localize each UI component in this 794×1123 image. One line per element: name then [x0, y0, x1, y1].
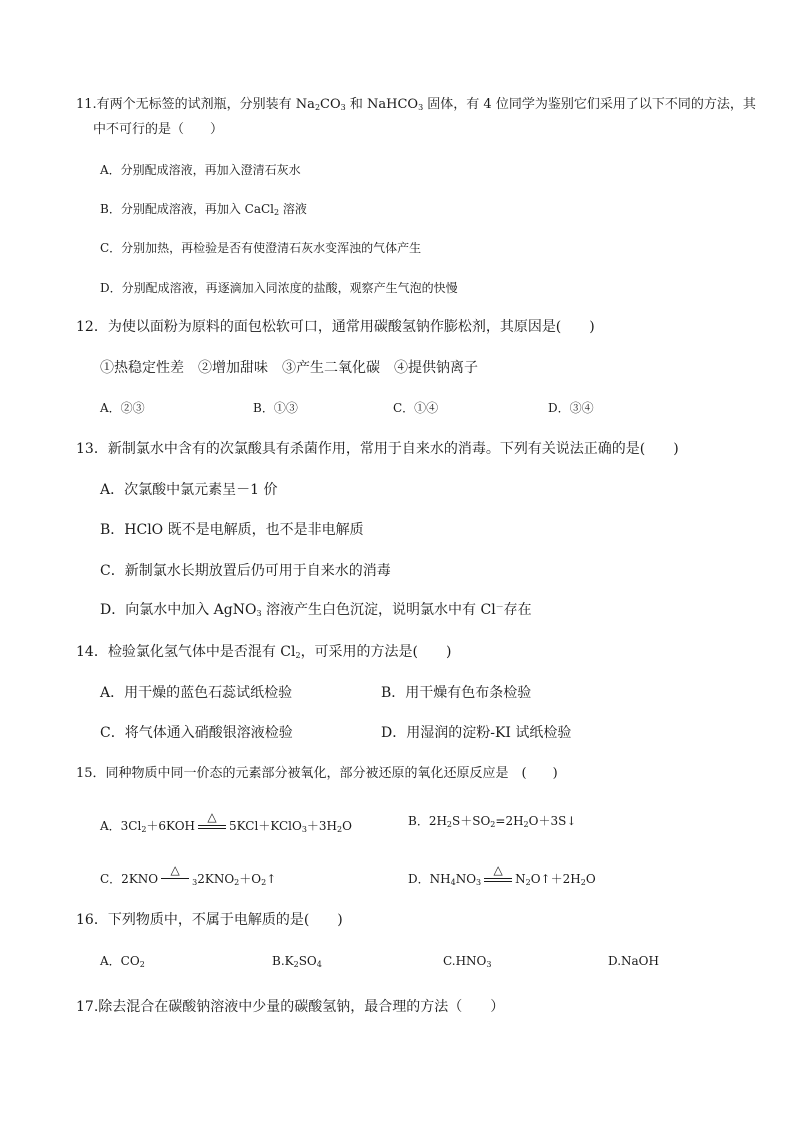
q12-option-b: B．①③ — [253, 401, 298, 415]
q14-option-c: C．将气体通入硝酸银溶液检验 — [100, 725, 293, 741]
q11-stem-line2: 中不可行的是（ ） — [93, 122, 224, 137]
q12-option-a: A．②③ — [100, 401, 145, 415]
q12-option-d: D．③④ — [548, 401, 594, 415]
heat-condition-sign: △ — [198, 815, 226, 833]
q11-stem-line1: 11.有两个无标签的试剂瓶，分别装有 $Na_2CO_3$ 和 NaHCO$_3$ 固体，有 4 位同学为鉴别它们采用了以下不同的方法，其 — [76, 97, 756, 112]
q13-option-d: D．向氯水中加入 AgNO$_3$ 溶液产生白色沉淀，说明氯水中有 Cl－存在 — [100, 602, 532, 618]
q12-items: ①热稳定性差 ②增加甜味 ③产生二氧化碳 ④提供钠离子 — [100, 360, 478, 376]
q13-option-c: C．新制氯水长期放置后仍可用于自来水的消毒 — [100, 563, 391, 579]
q14-stem: 14．检验氯化氢气体中是否混有 $Cl_2$，可采用的方法是( ) — [76, 644, 452, 660]
q16-stem: 16．下列物质中，不属于电解质的是( ) — [76, 912, 343, 928]
q13-stem: 13．新制氯水中含有的次氯酸具有杀菌作用，常用于自来水的消毒。下列有关说法正确的是( ) — [76, 441, 679, 457]
q14-option-a: A．用干燥的蓝色石蕊试纸检验 — [100, 685, 293, 701]
q15-option-c: C．2KNO △ $_32KNO_2+O_2↑$ — [100, 863, 277, 887]
heat-condition-sign: △ — [484, 868, 512, 886]
q16-option-c: $C.HNO_3$ — [443, 954, 492, 969]
q16-option-b: $B.K_2SO_4$ — [272, 954, 322, 969]
q14-option-d: D．用湿润的淀粉-KI 试纸检验 — [381, 725, 572, 741]
q12-stem: 12．为使以面粉为原料的面包松软可口，通常用碳酸氢钠作膨松剂，其原因是( ) — [76, 319, 595, 335]
q11-option-d: D．分别配成溶液，再逐滴加入同浓度的盐酸，观察产生气泡的快慢 — [100, 281, 458, 295]
q16-option-a: A．$CO_2$ — [100, 954, 145, 969]
q11-option-b: B．分别配成溶液，再加入 CaCl$_2$ 溶液 — [100, 202, 307, 217]
q12-option-c: C．①④ — [393, 401, 439, 415]
q15-option-a: A．$3Cl_2+6KOH$ △ $5KCl+KClO_3+3H_2O$ — [100, 810, 352, 834]
q16-option-d: D.NaOH — [608, 954, 659, 968]
q11-option-c: C．分别加热，再检验是否有使澄清石灰水变浑浊的气体产生 — [100, 241, 422, 255]
q17-stem: 17.除去混合在碳酸钠溶液中少量的碳酸氢钠，最合理的方法（ ） — [76, 999, 505, 1015]
q15-option-b: B．$2H_2S+SO_2=2H_2O+3S↓$ — [408, 814, 577, 829]
q13-option-b: B．HClO 既不是电解质，也不是非电解质 — [100, 522, 364, 538]
q15-stem: 15．同种物质中同一价态的元素部分被氧化，部分被还原的氧化还原反应是 ( ) — [76, 766, 558, 781]
heat-condition-sign: △ — [161, 868, 189, 886]
q13-option-a: A．次氯酸中氯元素呈－1 价 — [100, 482, 278, 498]
q15-option-d: D．$NH_4NO_3$ △ $N_2O↑+2H_2O$ — [408, 863, 596, 887]
q11-option-a: A．分别配成溶液，再加入澄清石灰水 — [100, 163, 301, 177]
q14-option-b: B．用干燥有色布条检验 — [381, 685, 532, 701]
